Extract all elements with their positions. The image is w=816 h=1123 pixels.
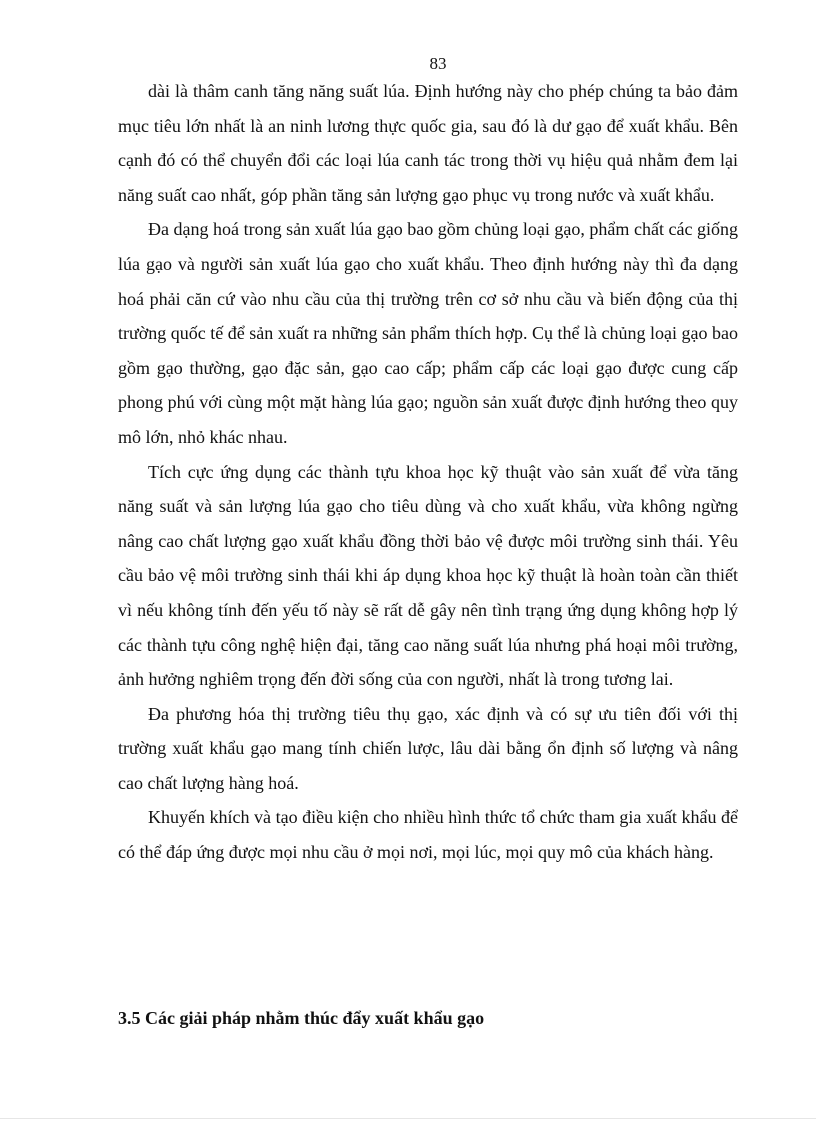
- paragraph-1: dài là thâm canh tăng năng suất lúa. Định hướng này cho phép chúng ta bảo đảm mục tiêu lớn nhất là an ninh lương thực quốc gia, sau đó là dư gạo để xuất khẩu. Bên cạnh đó có thể chuyển đổi các loại lúa canh tác trong thời vụ hiệu quả nhằm đem lại năng suất cao nhất, góp phần tăng sản lượng gạo phục vụ trong nước và xuất khẩu.: [118, 81, 738, 205]
- page-number: 83: [429, 54, 447, 73]
- paragraph-2: Đa dạng hoá trong sản xuất lúa gạo bao gồm chủng loại gạo, phẩm chất các giống lúa gạo và người sản xuất lúa gạo cho xuất khẩu. Theo định hướng này thì đa dạng hoá phải căn cứ vào nhu cầu của thị trường trên cơ sở nhu cầu và biến động của thị trường quốc tế để sản xuất ra những sản phẩm thích hợp. Cụ thể là chủng loại gạo bao gồm gạo thường, gạo đặc sản, gạo cao cấp; phẩm cấp các loại gạo được cung cấp phong phú với cùng một mặt hàng lúa gạo; nguồn sản xuất được định hướng theo quy mô lớn, nhỏ khác nhau.: [118, 219, 738, 447]
- paragraph-5: Khuyến khích và tạo điều kiện cho nhiều hình thức tổ chức tham gia xuất khẩu để có thể đáp ứng được mọi nhu cầu ở mọi nơi, mọi lúc, mọi quy mô của khách hàng.: [118, 807, 738, 863]
- section-heading: 3.5 Các giải pháp nhằm thúc đẩy xuất khẩu gạo: [118, 1008, 485, 1028]
- body-text: [118, 74, 738, 870]
- page-bottom-edge: [0, 1118, 816, 1119]
- paragraph-4: Đa phương hóa thị trường tiêu thụ gạo, xác định và có sự ưu tiên đối với thị trường xuất khẩu gạo mang tính chiến lược, lâu dài bằng ổn định số lượng và nâng cao chất lượng hàng hoá.: [118, 703, 738, 793]
- paragraph-3: Tích cực ứng dụng các thành tựu khoa học kỹ thuật vào sản xuất để vừa tăng năng suất và sản lượng lúa gạo cho tiêu dùng và cho xuất khẩu, vừa không ngừng nâng cao chất lượng gạo xuất khẩu đồng thời bảo vệ được môi trường sinh thái. Yêu cầu bảo vệ môi trường sinh thái khi áp dụng khoa học kỹ thuật là hoàn toàn cần thiết vì nếu không tính đến yếu tố này sẽ rất dễ gây nên tình trạng ứng dụng không hợp lý các thành tựu công nghệ hiện đại, tăng cao năng suất lúa nhưng phá hoại môi trường, ảnh hưởng nghiêm trọng đến đời sống của con người, nhất là trong tương lai.: [118, 461, 738, 690]
